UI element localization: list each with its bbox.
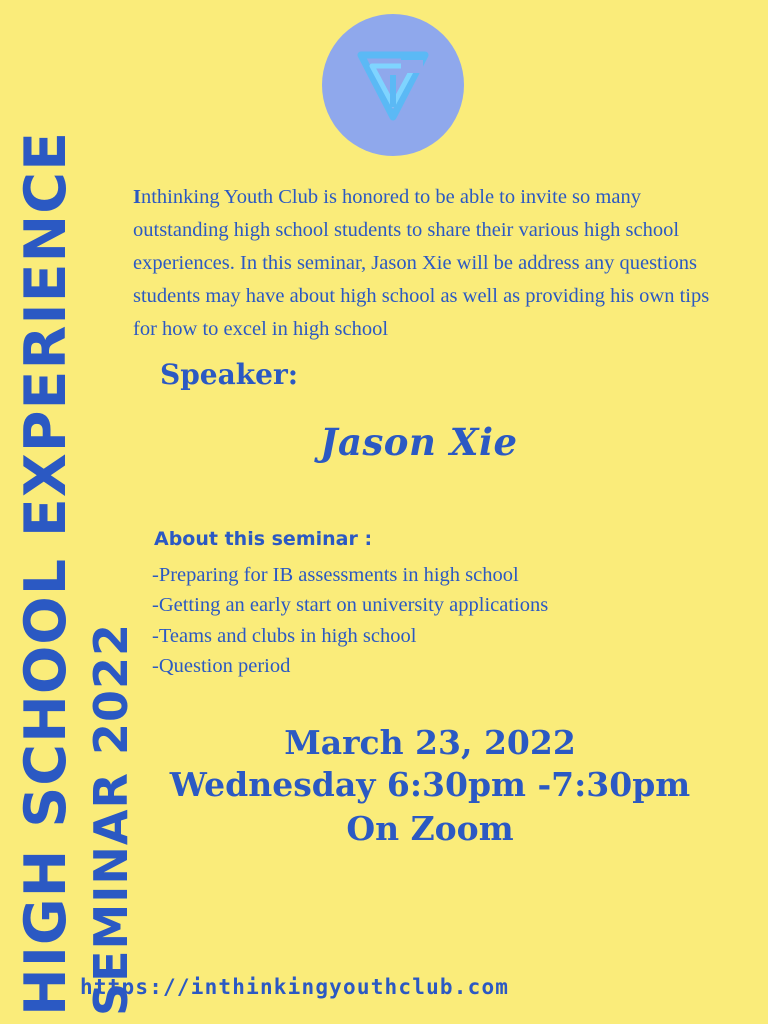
- about-heading: About this seminar :: [154, 528, 373, 550]
- about-list: [152, 560, 712, 681]
- list-item: -Getting an early start on university applications: [152, 594, 549, 617]
- intro-body: nthinking Youth Club is honored to be able to invite so many outstanding high school students to share their various high school experiences. In this seminar, Jason Xie will be address any questions students may have about high school as well as providing his own tips for how to excel in high school: [133, 185, 710, 341]
- list-item: -Preparing for IB assessments in high school: [152, 564, 519, 586]
- poster-subtitle: SEMINAR 2022: [84, 622, 138, 1016]
- website-url[interactable]: https://inthinkingyouthclub.com: [80, 975, 510, 999]
- vertical-title-block: [0, 0, 150, 1024]
- speaker-name: Jason Xie: [320, 420, 518, 464]
- event-day-time: Wednesday 6:30pm -7:30pm: [169, 765, 691, 805]
- poster-main-title: HIGH SCHOOL EXPERIENCE: [13, 130, 79, 1016]
- intro-lead-letter: I: [133, 185, 141, 208]
- speaker-label: Speaker:: [160, 358, 299, 391]
- list-item: -Teams and clubs in high school: [152, 624, 417, 647]
- poster-content: [130, 0, 768, 1024]
- event-details: [130, 722, 730, 852]
- event-platform: On Zoom: [346, 809, 514, 849]
- list-item: -Question period: [152, 654, 291, 677]
- event-date: March 23, 2022: [284, 723, 576, 762]
- intro-paragraph: [133, 181, 721, 347]
